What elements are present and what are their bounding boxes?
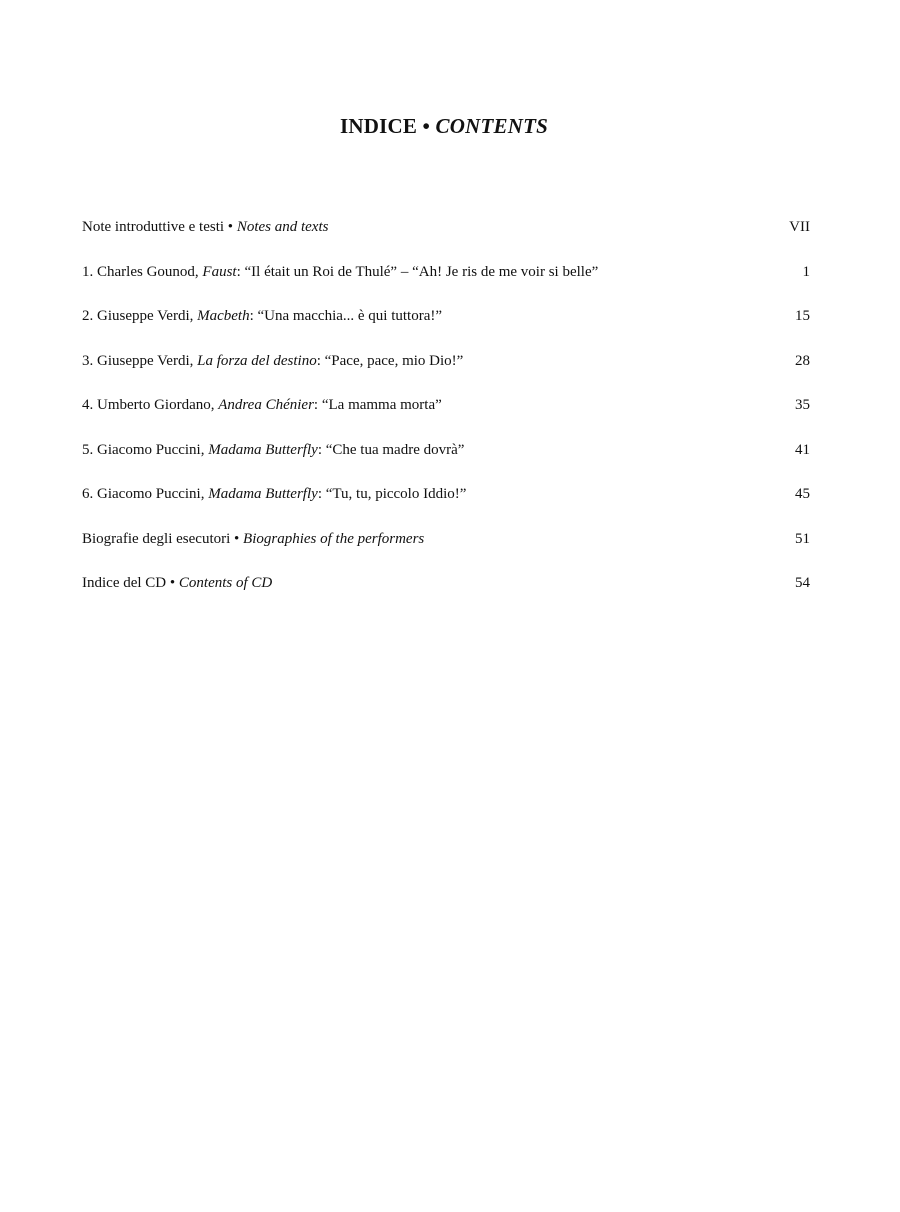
toc-entry-suffix: : “Che tua madre dovrà” — [317, 441, 465, 458]
toc-entry-prefix: 3. Giuseppe Verdi, — [82, 352, 198, 369]
title-italic: CONTENTS — [435, 114, 548, 139]
toc-page-number: 45 — [795, 486, 810, 502]
table-of-contents — [82, 212, 810, 613]
toc-entry-italic: Madama Butterfly — [208, 486, 318, 502]
toc-entry-prefix: 6. Giacomo Puccini, — [82, 486, 209, 502]
toc-entry-6[interactable] — [82, 479, 810, 524]
toc-entry-text — [82, 568, 272, 598]
toc-page-number: 15 — [795, 308, 810, 324]
toc-entry-text — [82, 301, 442, 331]
toc-entry-prefix: Note introduttive e testi • — [82, 219, 237, 235]
toc-entry-5[interactable] — [82, 435, 810, 480]
toc-entry-3[interactable] — [82, 346, 810, 391]
toc-entry-text — [82, 524, 424, 554]
toc-page-number: 41 — [795, 441, 810, 458]
toc-entry-suffix: : “Il était un Roi de Thulé” – “Ah! Je ris de me voir si belle” — [236, 263, 599, 280]
title-separator: • — [417, 114, 436, 139]
toc-entry-prefix: 4. Umberto Giordano, — [82, 397, 219, 413]
toc-entry-italic: Biographies of the performers — [243, 530, 425, 547]
toc-page-number: VII — [789, 219, 810, 235]
toc-entry-text — [82, 435, 464, 465]
toc-entry-suffix: : “Pace, pace, mio Dio!” — [316, 352, 464, 369]
toc-page-number: 35 — [795, 397, 810, 413]
toc-page-number: 1 — [802, 263, 810, 280]
toc-entry-text — [82, 479, 466, 509]
toc-entry-prefix: 2. Giuseppe Verdi, — [82, 308, 198, 324]
toc-entry-1[interactable] — [82, 257, 810, 302]
toc-page-number: 28 — [795, 352, 810, 369]
toc-entry-notes[interactable] — [82, 212, 810, 257]
toc-entry-suffix: : “Una macchia... è qui tuttora!” — [249, 308, 443, 324]
toc-entry-suffix: : “Tu, tu, piccolo Iddio!” — [317, 486, 467, 502]
toc-entry-text — [82, 346, 463, 376]
toc-entry-text — [82, 390, 442, 420]
toc-page-number: 51 — [795, 530, 810, 547]
toc-entry-prefix: 1. Charles Gounod, — [82, 263, 203, 280]
toc-entry-italic: La forza del destino — [197, 352, 317, 369]
toc-entry-italic: Faust — [202, 263, 237, 280]
toc-entry-prefix: 5. Giacomo Puccini, — [82, 441, 209, 458]
toc-entry-prefix: Biografie degli esecutori • — [82, 530, 244, 547]
toc-entry-text — [82, 257, 598, 287]
toc-entry-italic: Contents of CD — [178, 575, 273, 591]
toc-entry-suffix: : “La mamma morta” — [313, 397, 442, 413]
toc-entry-text — [82, 212, 328, 242]
toc-entry-4[interactable] — [82, 390, 810, 435]
toc-entry-italic: Madama Butterfly — [208, 441, 318, 458]
title-main: INDICE — [340, 114, 418, 139]
toc-entry-italic: Andrea Chénier — [218, 397, 314, 413]
toc-entry-italic: Notes and texts — [236, 219, 329, 235]
toc-entry-2[interactable] — [82, 301, 810, 346]
toc-entry-biographies[interactable] — [82, 524, 810, 569]
toc-page-number: 54 — [795, 575, 810, 591]
toc-entry-cd-contents[interactable] — [82, 568, 810, 613]
toc-entry-prefix: Indice del CD • — [82, 575, 179, 591]
page-title — [0, 114, 888, 139]
toc-entry-italic: Macbeth — [197, 308, 250, 324]
